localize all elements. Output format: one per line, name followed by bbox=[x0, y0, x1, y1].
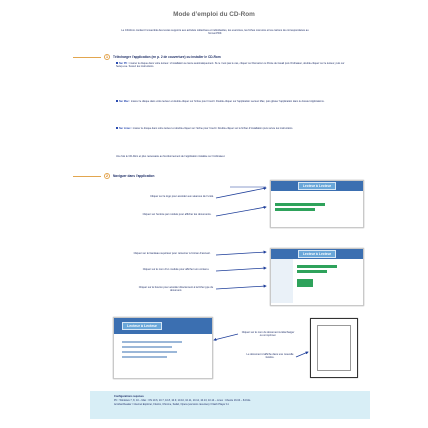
callout-document: Cliquer sur le nom du document à télécharger ou à imprimer. bbox=[241, 331, 295, 338]
page-title: Mode d’emploi du CD-Rom bbox=[173, 11, 255, 18]
os-text: insérer le disque dans votre lecteur et double-cliquer sur l’icône pour l’ouvrir. Double-cliquer sur l’application Lecteur Mac, puis glisser l’application dans le dossier Applications. bbox=[130, 100, 325, 103]
requirements-box bbox=[90, 391, 370, 419]
os-label: Sur PC : bbox=[119, 62, 129, 65]
os-label: Sur Mac : bbox=[119, 100, 131, 103]
os-label: Sur Linux : bbox=[119, 127, 133, 130]
requirements-line: PC : Windows 7, 8, 10 – Mac : OS 10.6, 10.7, 10.8, 10.9, 10.10, 10.11, 10.12, 10.13, 10.14 – Linux : Ubuntu 16.04 – 64 bits. bbox=[114, 399, 251, 402]
step-number: 1 bbox=[105, 54, 109, 59]
requirements-heading: Configurations requises bbox=[114, 395, 144, 398]
requirements-line: Acrobat Reader / Internet Explorer, Firefox, Chrome, Safari, Opera (versions récentes) / Flash Player 11 bbox=[114, 403, 229, 406]
arrow bbox=[216, 188, 266, 198]
arrow bbox=[216, 252, 266, 255]
arrow bbox=[216, 286, 266, 289]
arrow bbox=[216, 207, 266, 216]
callout-header: Cliquer sur le bandeau supérieur pour retourner à l’écran d’accueil. bbox=[133, 252, 211, 255]
step-number: 2 bbox=[105, 173, 109, 178]
app-logo: Lecteur à Lecteur bbox=[122, 322, 162, 330]
os-text: insérer le disque dans votre lecteur et double-cliquer sur l’icône pour l’ouvrir. Double-cliquer sur le fichier d’installation puis suivre les instructions. bbox=[132, 127, 294, 130]
step-title: Naviguer dans l’application bbox=[113, 174, 155, 178]
app-logo: Lecteur à Lecteur bbox=[298, 250, 336, 258]
callout-fiche: Cliquer sur le bouton pour accéder directement à la fiche type du document. bbox=[138, 286, 214, 293]
callout-logo: Cliquer sur le logo pour accéder aux séances de l’unité. bbox=[150, 195, 214, 198]
intro-text: Le CD-Rom contient l’ensemble des textes supports aux activités collectives et individuelles, les exercices, les fiches mémoire et les cartons de correspondance au format PDF. bbox=[121, 29, 309, 36]
callout-new-window: Le document s’affiche dans une nouvelle fenêtre. bbox=[246, 353, 294, 360]
step-title: Télécharger l’application (en p. 2 de couverture) ou installer le CD-Rom bbox=[113, 55, 221, 59]
arrow bbox=[216, 268, 266, 271]
callout-module-name: Cliquer sur le nom d’un module pour afficher son contenu. bbox=[142, 268, 210, 271]
callout-module-entry: Cliquer sur l’entrée par module pour afficher les documents. bbox=[142, 213, 212, 216]
os-text: insérer le disque dans votre lecteur. L’installation se lance automatiquement. Si ce n’est pas le cas, cliquez sur Démarrer ou Poste de travail puis Ordinateur, double-cliquez sur le lecteur, puis sur Setup.exe. Suivez les instructions. bbox=[116, 62, 345, 69]
arrow bbox=[214, 334, 238, 340]
arrow bbox=[296, 352, 308, 357]
cd-note: Une fois le CD-Rom et plus nécessaire au fonctionnement de l’application installée sur l’ordinateur. bbox=[116, 155, 226, 158]
app-logo: Lecteur à Lecteur bbox=[298, 182, 336, 190]
